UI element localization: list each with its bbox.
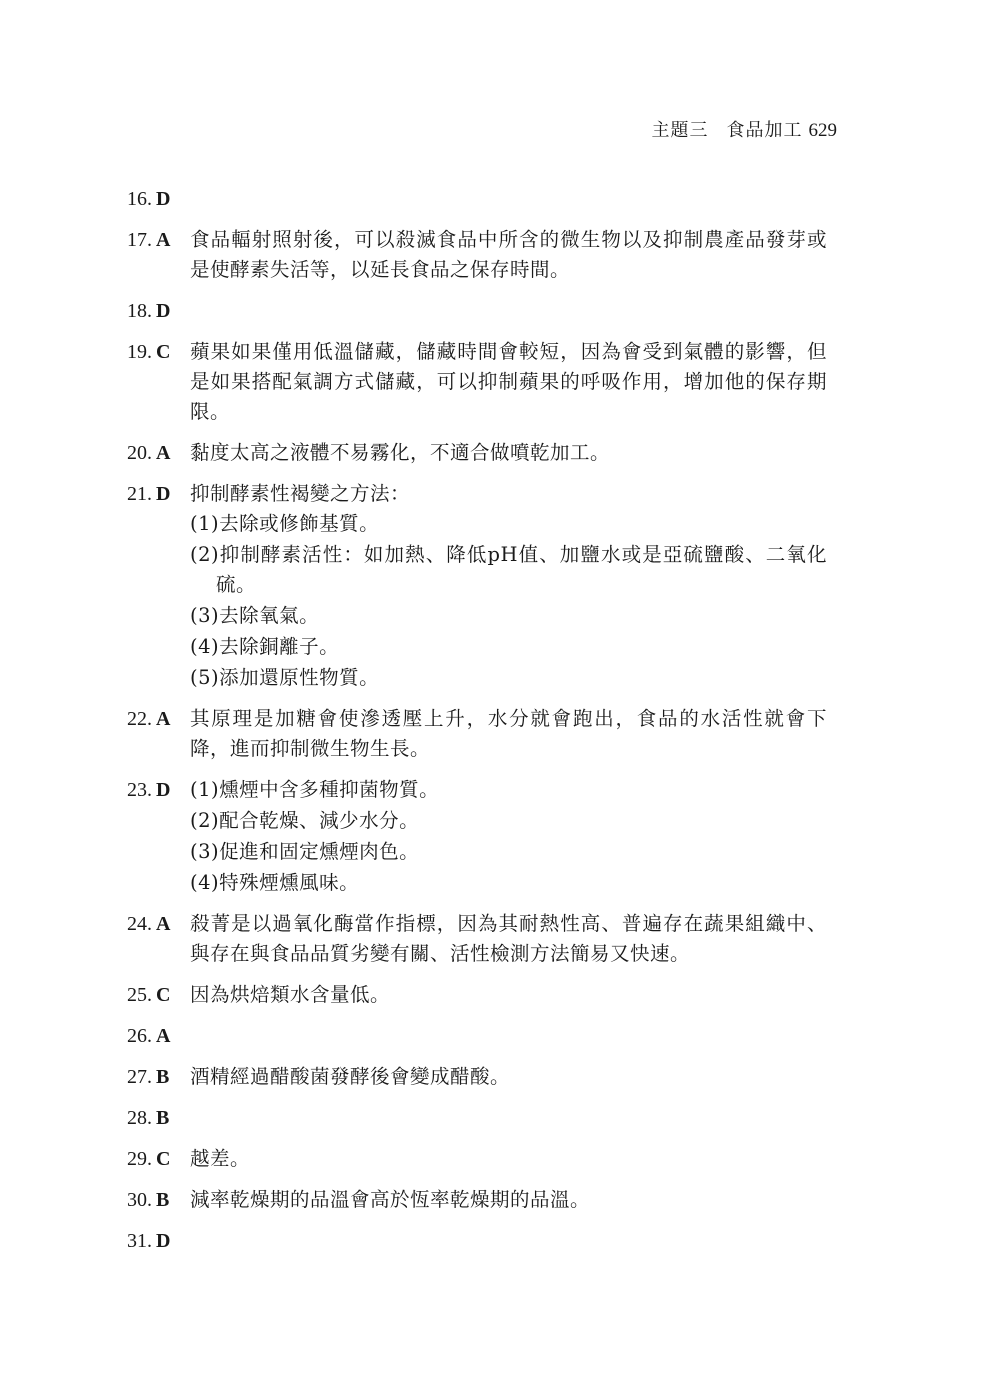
question-number: 18. xyxy=(127,300,152,322)
answer-label xyxy=(127,1021,190,1051)
explanation-text: 其原理是加糖會使滲透壓上升，水分就會跑出，食品的水活性就會下降，進而抑制微生物生長。 xyxy=(190,707,827,760)
answer-item xyxy=(127,438,827,468)
answer-choice: A xyxy=(156,229,171,251)
explanation xyxy=(190,225,827,285)
explanation-text: 酒精經過醋酸菌發酵後會變成醋酸。 xyxy=(190,1065,511,1088)
answer-list xyxy=(127,184,827,1267)
page-number: 629 xyxy=(808,120,837,141)
explanation-text: 減率乾燥期的品溫會高於恆率乾燥期的品溫。 xyxy=(190,1188,591,1211)
question-number: 20. xyxy=(127,442,152,464)
answer-label xyxy=(127,1062,190,1092)
explanation-subitem: (4)去除銅離子。 xyxy=(190,635,340,658)
answer-choice: A xyxy=(156,1025,171,1047)
explanation xyxy=(190,337,827,427)
question-number: 23. xyxy=(127,779,152,801)
explanation-subitem: (5)添加還原性物質。 xyxy=(190,666,380,689)
answer-label xyxy=(127,438,190,468)
answer-item xyxy=(127,225,827,285)
answer-item xyxy=(127,980,827,1010)
question-number: 30. xyxy=(127,1189,152,1211)
answer-choice: D xyxy=(156,300,171,322)
answer-choice: C xyxy=(156,1148,171,1170)
question-number: 26. xyxy=(127,1025,152,1047)
explanation xyxy=(190,1144,827,1174)
answer-choice: B xyxy=(156,1189,170,1211)
explanation-subitem: (2)配合乾燥、減少水分。 xyxy=(190,809,420,832)
explanation xyxy=(190,704,827,764)
answer-choice: A xyxy=(156,913,171,935)
answer-choice: C xyxy=(156,341,171,363)
question-number: 16. xyxy=(127,188,152,210)
answer-item xyxy=(127,1144,827,1174)
answer-item xyxy=(127,337,827,427)
answer-item xyxy=(127,296,827,326)
question-number: 21. xyxy=(127,483,152,505)
question-number: 27. xyxy=(127,1066,152,1088)
explanation-subitem: (1)去除或修飾基質。 xyxy=(190,512,380,535)
answer-label xyxy=(127,775,190,805)
question-number: 24. xyxy=(127,913,152,935)
answer-label xyxy=(127,1185,190,1215)
explanation-subitem: (2)抑制酵素活性：如加熱、降低pH值、加鹽水或是亞硫鹽酸、二氧化硫。 xyxy=(190,543,827,596)
question-number: 22. xyxy=(127,708,152,730)
answer-label xyxy=(127,980,190,1010)
explanation xyxy=(190,1062,827,1092)
running-header xyxy=(652,116,838,142)
question-number: 31. xyxy=(127,1230,152,1252)
answer-label xyxy=(127,1103,190,1133)
answer-item xyxy=(127,1185,827,1215)
answer-choice: D xyxy=(156,483,171,505)
question-number: 29. xyxy=(127,1148,152,1170)
answer-choice: B xyxy=(156,1066,170,1088)
answer-label xyxy=(127,479,190,509)
answer-item xyxy=(127,1103,827,1133)
explanation-text: 抑制酵素性褐變之方法： xyxy=(190,482,411,505)
answer-item xyxy=(127,704,827,764)
question-number: 25. xyxy=(127,984,152,1006)
explanation-text: 越差。 xyxy=(190,1147,251,1170)
explanation xyxy=(190,775,827,898)
explanation-text: 蘋果如果僅用低溫儲藏，儲藏時間會較短，因為會受到氣體的影響，但是如果搭配氣調方式儲藏，可以抑制蘋果的呼吸作用，增加他的保存期限。 xyxy=(190,340,827,423)
explanation-text: 殺菁是以過氧化酶當作指標，因為其耐熱性高、普遍存在蔬果組織中、與存在與食品品質劣變有關、活性檢測方法簡易又快速。 xyxy=(190,912,827,965)
explanation-text: 食品輻射照射後，可以殺滅食品中所含的微生物以及抑制農產品發芽或是使酵素失活等，以延長食品之保存時間。 xyxy=(190,228,827,281)
answer-choice: D xyxy=(156,188,171,210)
question-number: 28. xyxy=(127,1107,152,1129)
answer-label xyxy=(127,184,190,214)
answer-choice: D xyxy=(156,779,171,801)
answer-choice: C xyxy=(156,984,171,1006)
question-number: 17. xyxy=(127,229,152,251)
answer-label xyxy=(127,1144,190,1174)
answer-choice: D xyxy=(156,1230,171,1252)
answer-choice: A xyxy=(156,442,171,464)
answer-choice: A xyxy=(156,708,171,730)
answer-item xyxy=(127,479,827,693)
header-section: 主題三 xyxy=(651,120,709,141)
explanation-text: 因為烘焙類水含量低。 xyxy=(190,983,391,1006)
answer-item xyxy=(127,1226,827,1256)
answer-item xyxy=(127,184,827,214)
answer-item xyxy=(127,909,827,969)
explanation xyxy=(190,980,827,1010)
explanation-subitem: (4)特殊煙燻風味。 xyxy=(190,871,360,894)
answer-item xyxy=(127,1021,827,1051)
answer-item xyxy=(127,775,827,898)
question-number: 19. xyxy=(127,341,152,363)
answer-label xyxy=(127,704,190,734)
explanation xyxy=(190,438,827,468)
explanation-text: 黏度太高之液體不易霧化，不適合做噴乾加工。 xyxy=(190,441,611,464)
answer-item xyxy=(127,1062,827,1092)
answer-label xyxy=(127,1226,190,1256)
explanation-subitem: (3)促進和固定燻煙肉色。 xyxy=(190,840,420,863)
explanation xyxy=(190,909,827,969)
explanation-subitem: (3)去除氧氣。 xyxy=(190,604,320,627)
answer-label xyxy=(127,296,190,326)
answer-label xyxy=(127,225,190,255)
explanation xyxy=(190,479,827,693)
answer-label xyxy=(127,337,190,367)
answer-choice: B xyxy=(156,1107,170,1129)
answer-label xyxy=(127,909,190,939)
explanation-text: (1)燻煙中含多種抑菌物質。 xyxy=(190,778,440,801)
header-title: 食品加工 xyxy=(726,120,803,141)
explanation xyxy=(190,1185,827,1215)
